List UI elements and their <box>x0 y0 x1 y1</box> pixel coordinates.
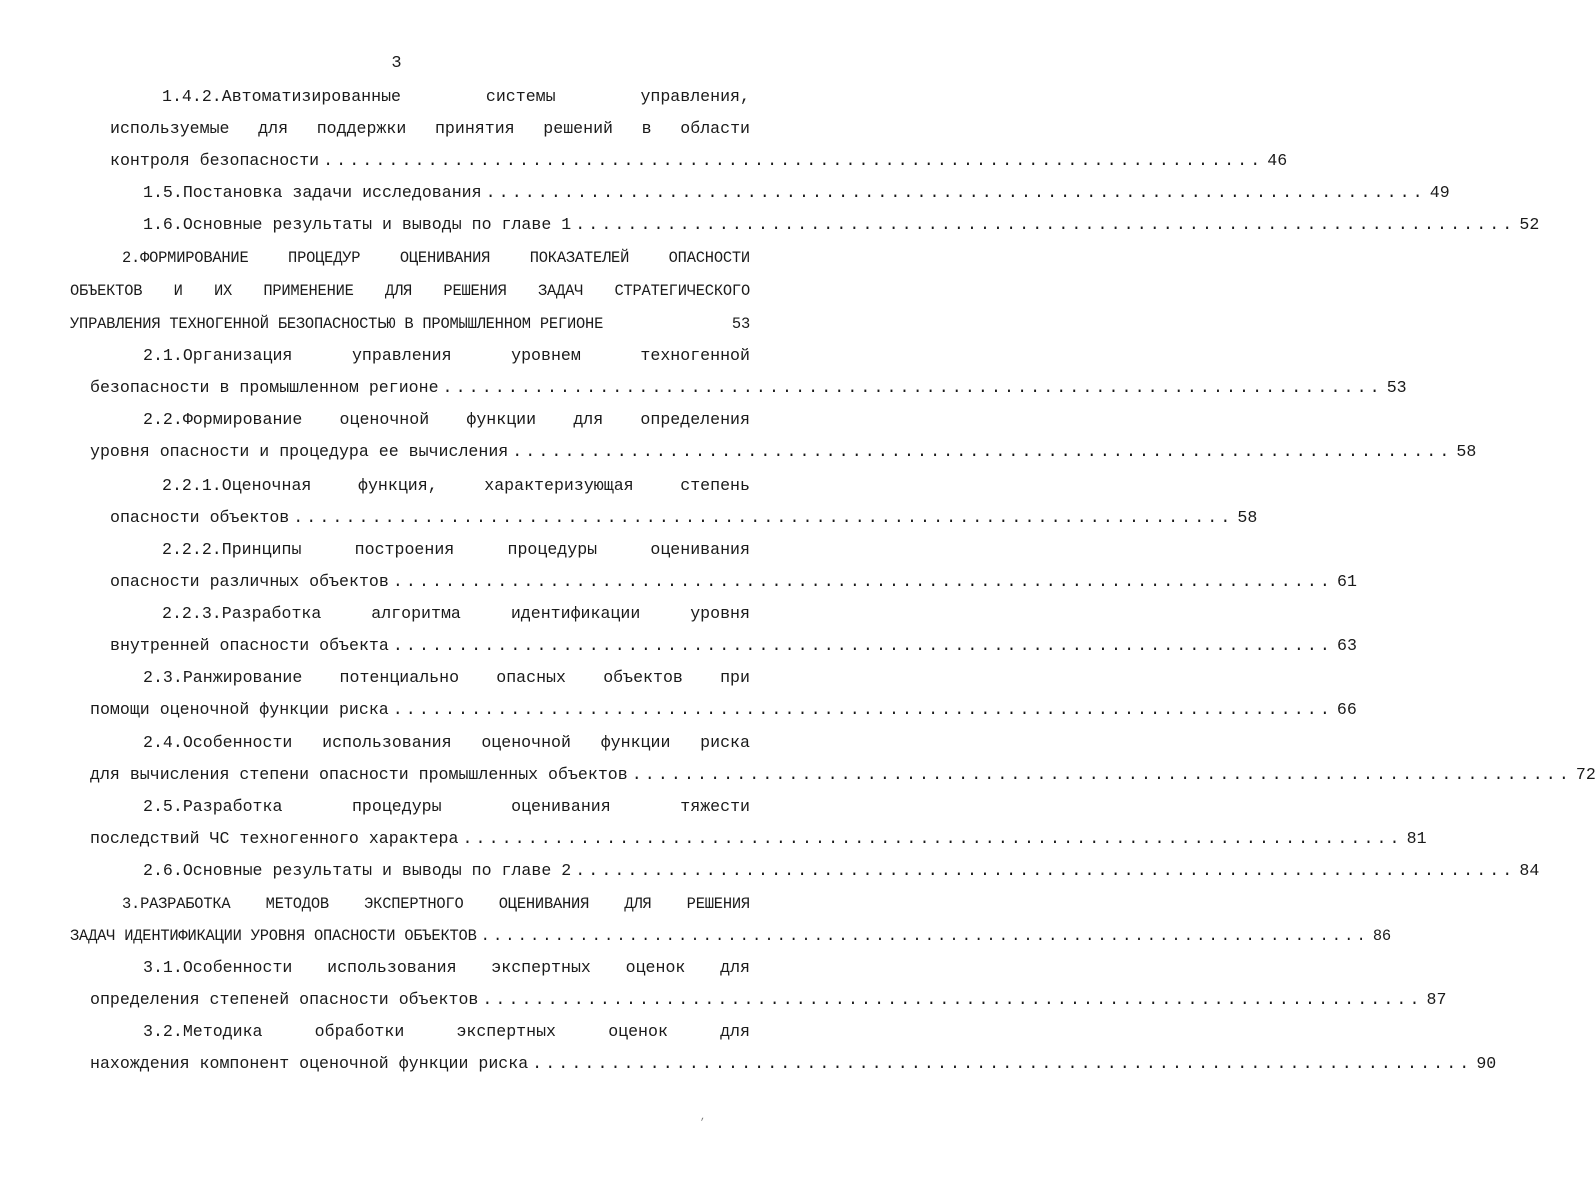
word: при <box>720 668 750 687</box>
toc-entry-title: ЗАДАЧ ИДЕНТИФИКАЦИИ УРОВНЯ ОПАСНОСТИ ОБЪЕКТОВ <box>70 927 477 945</box>
toc-entry-title: уровня опасности и процедура ее вычисления <box>90 442 509 461</box>
word: потенциально <box>339 668 460 687</box>
word: ЭКСПЕРТНОГО <box>364 895 464 913</box>
toc-entry-title: определения степеней опасности объектов <box>90 990 479 1009</box>
word: 2.5.Разработка <box>143 797 283 816</box>
toc-page-number: 63 <box>1337 636 1357 655</box>
word: тяжести <box>680 797 750 816</box>
toc-entry-title: нахождения компонент оценочной функции риска <box>90 1054 529 1073</box>
word: ПОКАЗАТЕЛЕЙ <box>529 249 630 267</box>
toc-entry-3-1-line2[interactable] <box>90 989 1447 1011</box>
word: определения <box>640 410 750 429</box>
word: степень <box>680 476 750 495</box>
toc-page-number: 66 <box>1336 700 1357 719</box>
toc-entry-2-line3[interactable] <box>70 313 750 335</box>
toc-page-number: 49 <box>1429 183 1450 202</box>
word: управления, <box>640 87 750 106</box>
leader-dots: ........................................................................ <box>482 990 1423 1009</box>
toc-entry-title: 1.5.Постановка задачи исследования <box>143 183 482 202</box>
toc-page-number: 58 <box>1456 442 1477 461</box>
word: обработки <box>314 1022 405 1041</box>
leader-dots: ........................................................................ <box>631 765 1572 784</box>
toc-entry-title: внутренней опасности объекта <box>110 636 389 655</box>
word: 3.1.Особенности <box>143 958 293 977</box>
leader-dots: ........................................................................ <box>462 829 1403 848</box>
leader-dots: ........................................................................ <box>392 572 1333 591</box>
word: управления <box>351 346 452 365</box>
word: уровнем <box>511 346 581 365</box>
toc-entry-2-2-1-line1[interactable] <box>162 475 750 497</box>
word: для <box>573 410 604 429</box>
toc-entry-title: помощи оценочной функции риска <box>90 700 389 719</box>
toc-entry-2-line2: ОБЪЕКТОВ И ИХ ПРИМЕНЕНИЕ ДЛЯ РЕШЕНИЯ ЗАДАЧ СТРАТЕГИЧЕСКОГО <box>70 282 750 300</box>
toc-entry-2-line1[interactable] <box>122 247 750 269</box>
word: функция, <box>357 476 438 495</box>
word: объектов <box>603 668 683 687</box>
toc-entry-1-4-2-line2: используемые для поддержки принятия решений в области <box>110 119 750 138</box>
toc-page-number: 52 <box>1519 215 1540 234</box>
word: оценивания <box>650 540 750 559</box>
word: ОЦЕНИВАНИЯ <box>498 895 590 913</box>
toc-entry-3-line1[interactable] <box>122 893 750 915</box>
word: 2.2.Формирование <box>143 410 303 429</box>
word: характеризующая <box>484 476 634 495</box>
word: 1.4.2.Автоматизированные <box>162 87 401 106</box>
toc-page-number: 87 <box>1426 990 1447 1009</box>
toc-entry-title: для вычисления степени опасности промышленных объектов <box>90 765 628 784</box>
word: 2.2.2.Принципы <box>162 540 302 559</box>
toc-page-number: 53 <box>731 315 750 333</box>
toc-entry-2-4-line2[interactable] <box>90 764 1596 786</box>
word: использования <box>322 733 452 752</box>
leader-dots: ........................................................................ <box>512 442 1453 461</box>
toc-entry-1-5[interactable] <box>143 182 1450 204</box>
toc-entry-2-4-line1[interactable] <box>143 732 750 754</box>
word: 2.3.Ранжирование <box>143 668 303 687</box>
toc-entry-2-2-2-line1[interactable] <box>162 539 750 561</box>
word: системы <box>485 87 556 106</box>
word: экспертных <box>491 958 591 977</box>
leader-dots: ........................................................................ <box>392 700 1333 719</box>
word: функции <box>600 733 671 752</box>
toc-entry-title: УПРАВЛЕНИЯ ТЕХНОГЕННОЙ БЕЗОПАСНОСТЬЮ В ПРОМЫШЛЕННОМ РЕГИОНЕ <box>70 315 604 333</box>
word: экспертных <box>456 1022 557 1041</box>
word: оценок <box>625 958 686 977</box>
toc-entry-3-2-line1[interactable] <box>143 1021 750 1043</box>
word: процедуры <box>351 797 442 816</box>
word: оценок <box>608 1022 668 1041</box>
toc-page-number: 46 <box>1267 151 1288 170</box>
toc-entry-2-6[interactable] <box>143 860 1540 882</box>
scan-speck: , <box>700 1112 707 1123</box>
leader-dots: ........................................................................ <box>575 861 1516 880</box>
word: 2.1.Организация <box>143 346 293 365</box>
toc-page-number: 86 <box>1372 927 1391 945</box>
toc-entry-title: 2.6.Основные результаты и выводы по главе 2 <box>143 861 572 880</box>
word: 3.РАЗРАБОТКА <box>122 895 231 913</box>
page-number: 3 <box>391 54 402 73</box>
toc-entry-2-2-line1[interactable] <box>143 409 750 431</box>
leader-dots: ........................................................................ <box>442 378 1383 397</box>
leader-dots: ........................................................................ <box>323 151 1264 170</box>
toc-entry-2-5-line2[interactable] <box>90 828 1427 850</box>
word: опасных <box>496 668 566 687</box>
toc-entry-title: 1.6.Основные результаты и выводы по главе 1 <box>143 215 572 234</box>
toc-entry-title: контроля безопасности <box>110 151 320 170</box>
toc-page-number: 58 <box>1237 508 1258 527</box>
toc-page-number: 90 <box>1476 1054 1497 1073</box>
word: для <box>720 1022 750 1041</box>
toc-entry-1-6[interactable] <box>143 214 1540 236</box>
leader-dots: ........................................................................ <box>392 636 1333 655</box>
word: риска <box>700 733 750 752</box>
word: оценочной <box>481 733 571 752</box>
word: техногенной <box>640 346 750 365</box>
toc-entry-2-3-line2[interactable] <box>90 699 1357 721</box>
word: ОЦЕНИВАНИЯ <box>399 249 491 267</box>
toc-entry-2-2-3-line2[interactable] <box>110 635 1357 657</box>
toc-page-number: 81 <box>1406 829 1427 848</box>
word: 2.2.3.Разработка <box>162 604 322 623</box>
toc-entry-3-2-line2[interactable] <box>90 1053 1497 1075</box>
toc-entry-2-5-line1[interactable] <box>143 796 750 818</box>
toc-entry-3-1-line1[interactable] <box>143 957 750 979</box>
word: МЕТОДОВ <box>265 895 329 913</box>
toc-page-number: 53 <box>1386 378 1407 397</box>
word: идентификации <box>510 604 641 623</box>
toc-page-number: 61 <box>1337 572 1357 591</box>
word: 2.ФОРМИРОВАНИЕ <box>122 249 249 267</box>
toc-entry-2-2-1-line2[interactable] <box>110 507 1258 529</box>
toc-entry-1-4-2-line1[interactable] <box>162 86 750 108</box>
word: оценочной <box>339 410 430 429</box>
toc-entry-2-2-line2[interactable] <box>90 441 1477 463</box>
word: алгоритма <box>371 604 461 623</box>
word: 3.2.Методика <box>143 1022 263 1041</box>
leader-dots: ........................................................................ <box>485 183 1426 202</box>
word: уровня <box>690 604 750 623</box>
word: построения <box>354 540 455 559</box>
toc-entry-2-2-2-line2[interactable] <box>110 571 1357 593</box>
leader-dots: ........................................................................ <box>293 508 1234 527</box>
word: использования <box>327 958 457 977</box>
word: ДЛЯ <box>624 895 652 913</box>
leader-dots: ........................................................................ <box>480 927 1369 945</box>
leader-dots: ........................................................................ <box>575 215 1516 234</box>
toc-page-number: 84 <box>1519 861 1540 880</box>
toc-entry-title: последствий ЧС техногенного характера <box>90 829 459 848</box>
word: 2.4.Особенности <box>143 733 293 752</box>
word: оценивания <box>511 797 611 816</box>
toc-entry-title: опасности различных объектов <box>110 572 389 591</box>
toc-entry-2-1-line1[interactable] <box>143 345 750 367</box>
word: РЕШЕНИЯ <box>686 895 750 913</box>
word: функции <box>466 410 537 429</box>
toc-entry-2-1-line2[interactable] <box>90 377 1407 399</box>
toc-entry-1-4-2-line3[interactable] <box>110 150 1288 172</box>
word: процедуры <box>507 540 598 559</box>
word: ОПАСНОСТИ <box>668 249 750 267</box>
toc-entry-2-2-3-line1[interactable] <box>162 603 750 625</box>
toc-entry-title: опасности объектов <box>110 508 290 527</box>
word: для <box>720 958 750 977</box>
word: 2.2.1.Оценочная <box>162 476 312 495</box>
toc-page-number: 72 <box>1575 765 1596 784</box>
leader-dots: ........................................................................ <box>532 1054 1473 1073</box>
word: ПРОЦЕДУР <box>288 249 361 267</box>
toc-entry-2-3-line1[interactable] <box>143 667 750 689</box>
toc-entry-title: безопасности в промышленном регионе <box>90 378 439 397</box>
toc-entry-3-line2[interactable] <box>70 925 1391 947</box>
